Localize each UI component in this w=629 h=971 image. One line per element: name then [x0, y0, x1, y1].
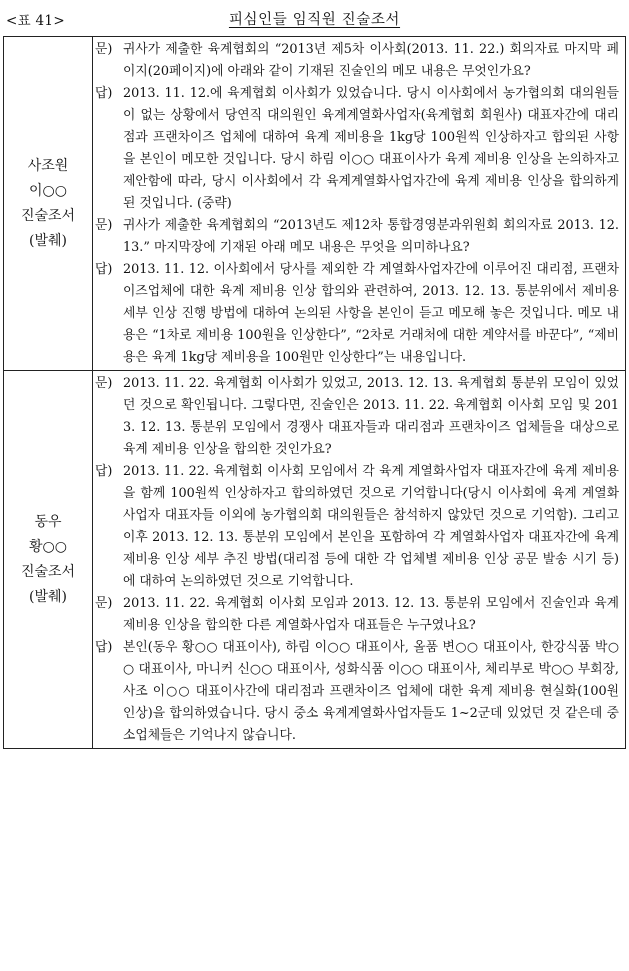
- question-marker: 문): [95, 218, 113, 233]
- answer-entry: [95, 83, 619, 215]
- question-marker: 문): [95, 42, 113, 57]
- person-name: 이○○: [29, 182, 67, 199]
- table-row: [4, 371, 626, 749]
- question-text: 귀사가 제출한 육계협회의 “2013년 제5차 이사회(2013. 11. 22.) 회의자료 마지막 페이지(20페이지)에 아래와 같이 기재된 진술인의 메모 내용은 무엇인가요?: [123, 42, 619, 79]
- qa-cell: [93, 371, 626, 749]
- table-number-label: <표 41>: [6, 13, 65, 29]
- document-type: 진술조서: [20, 563, 76, 580]
- question-entry: [95, 215, 619, 259]
- excerpt-note: (발췌): [29, 232, 67, 249]
- testimony-table: [3, 36, 626, 749]
- question-marker: 문): [95, 596, 113, 611]
- question-text: 2013. 11. 22. 육계협회 이사회가 있었고, 2013. 12. 13. 육계협회 통분위 모임이 있었던 것으로 확인됩니다. 그렇다면, 진술인은 2013. 11. 22. 육계협회 이사회 모임 및 2013. 12. 13. 통분위 모임에서 경쟁사 대표자들과 대리점과 프랜차이즈 업체들을 대상으로 육계 제비용 인상을 합의한 것인가요?: [123, 376, 619, 457]
- document-title: 피심인들 임직원 진술조서: [228, 12, 401, 28]
- answer-text: 본인(동우 황○○ 대표이사), 하림 이○○ 대표이사, 올품 변○○ 대표이사, 한강식품 박○○ 대표이사, 마니커 신○○ 대표이사, 성화식품 이○○ 대표이사, 체리부로 박○○ 부회장, 사조 이○○ 대표이사간에 대리점과 프랜차이즈 업체에 대한 육계 제비용 현실화(100원 인상)을 합의하였습니다. 당시 중소 육계계열화사업자들도 1~2군데 있었던 것 같은데 중소업체들은 기억나지 않습니다.: [123, 640, 619, 743]
- person-cell: [4, 37, 93, 371]
- person-cell: [4, 371, 93, 749]
- answer-marker: 답): [95, 262, 113, 277]
- table-row: [4, 37, 626, 371]
- excerpt-note: (발췌): [29, 588, 67, 605]
- answer-marker: 답): [95, 86, 113, 101]
- qa-cell: [93, 37, 626, 371]
- answer-marker: 답): [95, 464, 113, 479]
- company-name: 사조원: [27, 157, 69, 174]
- answer-entry: [95, 637, 619, 747]
- answer-text: 2013. 11. 22. 육계협회 이사회 모임에서 각 육계 계열화사업자 대표자간에 육계 제비용을 함께 100원씩 인상하자고 합의하였던 것으로 기억합니다(당시 이사회에 육계 계열화사업자 대표자들 이외에 농가협의회 대의원들은 참석하지 않았던 것으로 기억함). 그리고 이후 2013. 12. 13. 통분위 모임에서 본인을 포함하여 각 계열화사업자 대표자간에 육계 제비용 인상 세부 추진 방법(대리점 등에 대한 각 업체별 제비용 인상 공문 발송 시기 등)에 대하여 논의하였던 것으로 기억합니다.: [123, 464, 619, 589]
- question-entry: [95, 39, 619, 83]
- document-header: [0, 0, 629, 36]
- answer-marker: 답): [95, 640, 113, 655]
- company-name: 동우: [34, 513, 62, 530]
- question-text: 귀사가 제출한 육계협회의 “2013년도 제12차 통합경영분과위원회 회의자료 2013. 12. 13.” 마지막장에 기재된 아래 메모 내용은 무엇을 의미하나요?: [123, 218, 619, 255]
- person-name: 황○○: [29, 538, 67, 555]
- answer-text: 2013. 11. 12.에 육계협회 이사회가 있었습니다. 당시 이사회에서 농가협의회 대의원들이 없는 상황에서 당연직 대의원인 육계계열화사업자(육계협회 회원사) 대표자간에 대리점과 프랜차이즈 업체에 대하여 육계 제비용을 1kg당 100원씩 인상하자고 합의된 사항을 본인이 메모한 것입니다. 당시 하림 이○○ 대표이사가 육계 제비용 인상을 논의하자고 제안함에 따라, 당시 이사회에서 각 육계계열화사업자간에 육계 제비용 인상을 합의하게 된 것입니다. (중략): [123, 86, 619, 211]
- question-marker: 문): [95, 376, 113, 391]
- question-entry: [95, 373, 619, 461]
- question-entry: [95, 593, 619, 637]
- question-text: 2013. 11. 22. 육계협회 이사회 모임과 2013. 12. 13. 통분위 모임에서 진술인과 육계 제비용 인상을 합의한 다른 계열화사업자 대표들은 누구였나요?: [123, 596, 619, 633]
- answer-entry: [95, 259, 619, 369]
- answer-entry: [95, 461, 619, 593]
- answer-text: 2013. 11. 12. 이사회에서 당사를 제외한 각 계열화사업자간에 이루어진 대리점, 프랜차이즈업체에 대한 육계 제비용 인상 합의와 관련하여, 2013. 12. 13. 통분위에서 제비용 세부 인상 진행 방법에 대하여 논의된 사항을 본인이 듣고 메모해 놓은 것입니다. 메모 내용은 “1차로 제비용 100원을 인상한다”, “2차로 거래처에 대한 계약서를 바꾼다”, “제비용은 육계 1kg당 제비용을 100원만 인상한다”는 내용입니다.: [123, 262, 619, 365]
- document-type: 진술조서: [20, 207, 76, 224]
